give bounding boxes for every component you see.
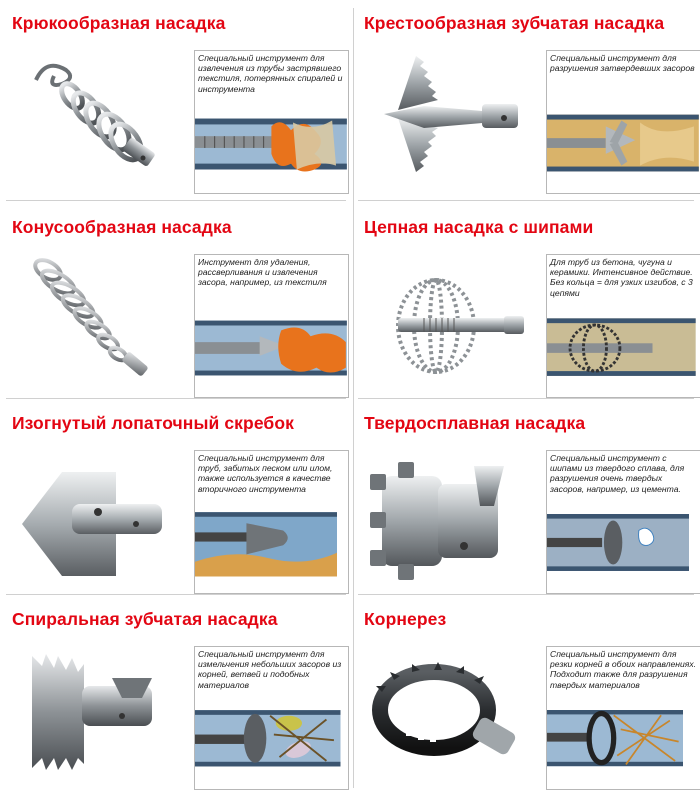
item-title: Конусообразная насадка [12,217,232,237]
item-card-spiral-toothed [6,600,351,795]
item-title: Изогнутый лопаточный скребок [12,413,294,433]
chain-attachment-image [364,248,538,398]
item-description: Специальный инструмент для извлечения из трубы застрявшего текстиля, потерянных спиралей и инструмента [198,53,343,94]
item-description: Инструмент для удаления, рассверливания и извлечения засора, например, из текстиля [198,257,327,288]
item-card-root-cutter [358,600,700,795]
carbide-attachment-image [364,446,538,596]
item-description: Для труб из бетона, чугуна и керамики. Интенсивное действие. Без кольца = для узких изгибов, с 3 цепями [550,257,693,298]
usage-panel [546,50,700,194]
item-title: Крестообразная зубчатая насадка [364,13,665,33]
item-description: Специальный инструмент для труб, забитых песком или илом, также используется в качестве вторичного инструмента [198,453,333,494]
item-title: Спиральная зубчатая насадка [12,609,278,629]
pipe-illustration [547,97,699,193]
usage-panel [194,50,349,194]
pipe-illustration [195,97,347,193]
item-card-cone [6,208,351,403]
item-card-cross-toothed [358,4,700,199]
cone-attachment-image [12,248,186,398]
spiral-toothed-attachment-image [12,636,186,786]
pipe-illustration [195,697,341,789]
blade-scraper-image [12,454,186,604]
item-card-carbide [358,404,700,599]
item-title: Твердосплавная насадка [364,413,586,433]
item-description: Специальный инструмент для разрушения затвердевших засоров [550,53,695,74]
column-divider [353,8,354,788]
usage-panel [194,254,349,398]
pipe-illustration [547,503,689,593]
root-cutter-image [364,640,538,790]
pipe-illustration [547,303,696,397]
pipe-illustration [547,703,683,789]
item-title: Цепная насадка с шипами [364,217,594,237]
usage-panel [546,646,700,790]
item-card-chain [358,208,700,403]
usage-panel [194,646,349,790]
pipe-illustration [195,503,337,593]
item-title: Корнерез [364,609,447,629]
item-title: Крюкообразная насадка [12,13,226,33]
item-description: Специальный инструмент для измельчения небольших засоров из корней, ветвей и подобных материалов [198,649,342,690]
item-description: Специальный инструмент для резки корней в обоих направлениях. Подходит также для разрушения твердых материалов [550,649,697,690]
cross-toothed-attachment-image [364,54,538,204]
row-divider [6,200,346,201]
usage-panel [194,450,349,594]
usage-panel [546,254,700,398]
item-card-hook [6,4,351,199]
pipe-illustration [195,301,347,397]
hook-attachment-image [12,44,186,194]
item-description: Специальный инструмент с шипами из твердого сплава, для разрушения очень твердых засоров, например, из цемента. [550,453,685,494]
item-card-blade-scraper [6,404,351,599]
usage-panel [546,450,700,594]
